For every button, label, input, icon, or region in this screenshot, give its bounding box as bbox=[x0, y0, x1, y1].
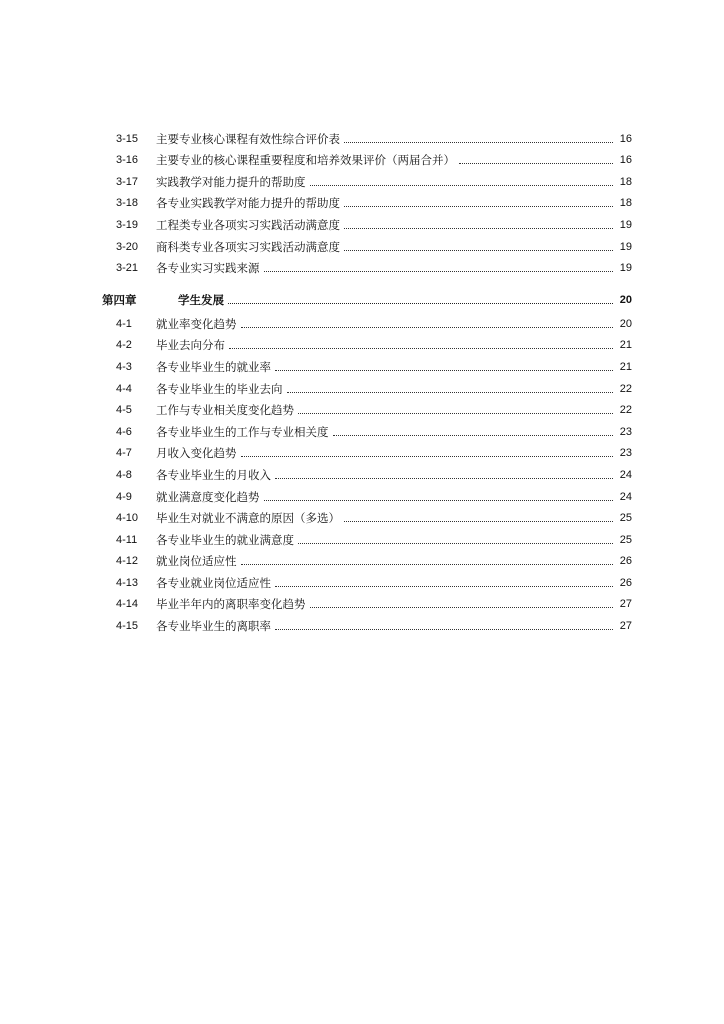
dot-leader bbox=[275, 370, 613, 371]
dot-leader bbox=[275, 629, 613, 630]
toc-entry-page: 21 bbox=[619, 339, 632, 352]
toc-entry-number: 4-6 bbox=[116, 425, 132, 438]
toc-entry-number: 4-11 bbox=[116, 533, 138, 546]
dot-leader bbox=[333, 435, 614, 436]
toc-entry[interactable] bbox=[100, 374, 632, 396]
toc-entry[interactable] bbox=[100, 568, 632, 590]
toc-entry-title: 各专业毕业生的月收入 bbox=[156, 467, 271, 482]
toc-entry-number: 4-10 bbox=[116, 512, 139, 525]
toc-entry-title: 工程类专业各项实习实践活动满意度 bbox=[156, 217, 340, 232]
dot-leader bbox=[264, 271, 614, 272]
toc-entry-page: 24 bbox=[619, 468, 632, 481]
toc-entry[interactable] bbox=[100, 417, 632, 439]
chapter-number: 第四章 bbox=[102, 293, 137, 308]
toc-entry-title: 毕业去向分布 bbox=[156, 338, 225, 353]
toc-entry-title: 毕业生对就业不满意的原因（多选） bbox=[156, 511, 340, 526]
toc-entry-title: 毕业半年内的离职率变化趋势 bbox=[156, 597, 306, 612]
toc-entry-number: 4-5 bbox=[116, 404, 132, 417]
toc-entry-title: 就业岗位适应性 bbox=[156, 554, 237, 569]
table-of-contents bbox=[100, 124, 632, 633]
chapter-title: 学生发展 bbox=[178, 293, 224, 308]
toc-entry-number: 4-13 bbox=[116, 576, 139, 589]
dot-leader bbox=[298, 543, 613, 544]
toc-entry-number: 4-2 bbox=[116, 339, 132, 352]
toc-entry-number: 4-8 bbox=[116, 468, 132, 481]
dot-leader bbox=[344, 142, 613, 143]
toc-entry-number: 3-18 bbox=[116, 197, 139, 210]
toc-entry-title: 各专业实习实践来源 bbox=[156, 261, 260, 276]
toc-entry[interactable] bbox=[100, 232, 632, 254]
dot-leader bbox=[241, 564, 614, 565]
toc-entry-page: 26 bbox=[619, 555, 632, 568]
toc-entry[interactable] bbox=[100, 210, 632, 232]
toc-entry-page: 27 bbox=[619, 620, 632, 633]
toc-entry-title: 各专业毕业生的就业率 bbox=[156, 359, 271, 374]
dot-leader bbox=[228, 303, 613, 304]
toc-entry-page: 25 bbox=[619, 533, 632, 546]
toc-entry-page: 20 bbox=[619, 317, 632, 330]
toc-entry-page: 26 bbox=[619, 576, 632, 589]
toc-entry-number: 3-20 bbox=[116, 240, 139, 253]
toc-entry[interactable] bbox=[100, 504, 632, 526]
toc-entry[interactable] bbox=[100, 309, 632, 331]
toc-entry[interactable] bbox=[100, 547, 632, 569]
toc-entry[interactable] bbox=[100, 189, 632, 211]
dot-leader bbox=[264, 500, 614, 501]
toc-entry-page: 18 bbox=[619, 175, 632, 188]
toc-entry-title: 就业率变化趋势 bbox=[156, 316, 237, 331]
dot-leader bbox=[229, 348, 613, 349]
toc-entry[interactable] bbox=[100, 254, 632, 276]
toc-entry[interactable] bbox=[100, 460, 632, 482]
toc-entry[interactable] bbox=[100, 352, 632, 374]
dot-leader bbox=[344, 206, 613, 207]
toc-entry[interactable] bbox=[100, 439, 632, 461]
toc-entry-number: 3-17 bbox=[116, 175, 139, 188]
toc-entry[interactable] bbox=[100, 331, 632, 353]
toc-entry[interactable] bbox=[100, 482, 632, 504]
dot-leader bbox=[344, 228, 613, 229]
toc-entry-title: 各专业就业岗位适应性 bbox=[156, 575, 271, 590]
dot-leader bbox=[275, 478, 613, 479]
toc-entry-number: 4-14 bbox=[116, 598, 139, 611]
dot-leader bbox=[275, 586, 613, 587]
toc-chapter-heading[interactable] bbox=[100, 279, 632, 307]
dot-leader bbox=[287, 392, 614, 393]
toc-entry-title: 各专业毕业生的就业满意度 bbox=[156, 532, 294, 547]
toc-entry[interactable] bbox=[100, 590, 632, 612]
dot-leader bbox=[241, 327, 614, 328]
toc-entry-page: 23 bbox=[619, 425, 632, 438]
toc-entry-title: 主要专业核心课程有效性综合评价表 bbox=[156, 131, 340, 146]
dot-leader bbox=[344, 250, 613, 251]
toc-entry-number: 4-12 bbox=[116, 555, 139, 568]
dot-leader bbox=[241, 456, 614, 457]
toc-entry-number: 4-3 bbox=[116, 360, 132, 373]
chapter-page: 20 bbox=[619, 294, 632, 307]
toc-entry-number: 3-21 bbox=[116, 262, 139, 275]
toc-entry-number: 3-16 bbox=[116, 154, 139, 167]
toc-entry[interactable] bbox=[100, 167, 632, 189]
toc-entry-number: 4-4 bbox=[116, 382, 132, 395]
toc-entry[interactable] bbox=[100, 396, 632, 418]
toc-entry-title: 就业满意度变化趋势 bbox=[156, 489, 260, 504]
toc-entry-number: 4-7 bbox=[116, 447, 132, 460]
toc-entry-title: 实践教学对能力提升的帮助度 bbox=[156, 174, 306, 189]
toc-entry[interactable] bbox=[100, 146, 632, 168]
toc-entry-title: 月收入变化趋势 bbox=[156, 446, 237, 461]
toc-entry[interactable] bbox=[100, 611, 632, 633]
toc-entry-title: 各专业毕业生的离职率 bbox=[156, 619, 271, 634]
toc-entry-page: 18 bbox=[619, 197, 632, 210]
toc-entry-title: 各专业毕业生的毕业去向 bbox=[156, 381, 283, 396]
toc-entry-page: 27 bbox=[619, 598, 632, 611]
toc-entry-title: 主要专业的核心课程重要程度和培养效果评价（两届合并） bbox=[156, 153, 455, 168]
dot-leader bbox=[459, 163, 613, 164]
toc-entry-number: 3-19 bbox=[116, 218, 139, 231]
toc-entry-title: 工作与专业相关度变化趋势 bbox=[156, 403, 294, 418]
toc-entry-page: 16 bbox=[619, 132, 632, 145]
toc-entry-page: 24 bbox=[619, 490, 632, 503]
toc-entry-number: 4-15 bbox=[116, 620, 139, 633]
toc-entry-title: 商科类专业各项实习实践活动满意度 bbox=[156, 239, 340, 254]
toc-entry-title: 各专业毕业生的工作与专业相关度 bbox=[156, 424, 329, 439]
dot-leader bbox=[344, 521, 613, 522]
dot-leader bbox=[310, 185, 614, 186]
dot-leader bbox=[310, 607, 614, 608]
toc-entry-page: 19 bbox=[619, 262, 632, 275]
toc-entry-number: 4-9 bbox=[116, 490, 132, 503]
dot-leader bbox=[298, 413, 613, 414]
toc-entry-page: 19 bbox=[619, 240, 632, 253]
toc-entry-page: 23 bbox=[619, 447, 632, 460]
toc-entry-number: 4-1 bbox=[116, 317, 132, 330]
toc-entry-page: 22 bbox=[619, 382, 632, 395]
toc-entry-page: 16 bbox=[619, 154, 632, 167]
toc-entry-title: 各专业实践教学对能力提升的帮助度 bbox=[156, 196, 340, 211]
toc-entry-page: 19 bbox=[619, 218, 632, 231]
toc-entry-page: 25 bbox=[619, 512, 632, 525]
toc-entry-number: 3-15 bbox=[116, 132, 139, 145]
toc-entry-page: 21 bbox=[619, 360, 632, 373]
toc-entry[interactable] bbox=[100, 525, 632, 547]
toc-entry[interactable] bbox=[100, 124, 632, 146]
toc-entry-page: 22 bbox=[619, 404, 632, 417]
